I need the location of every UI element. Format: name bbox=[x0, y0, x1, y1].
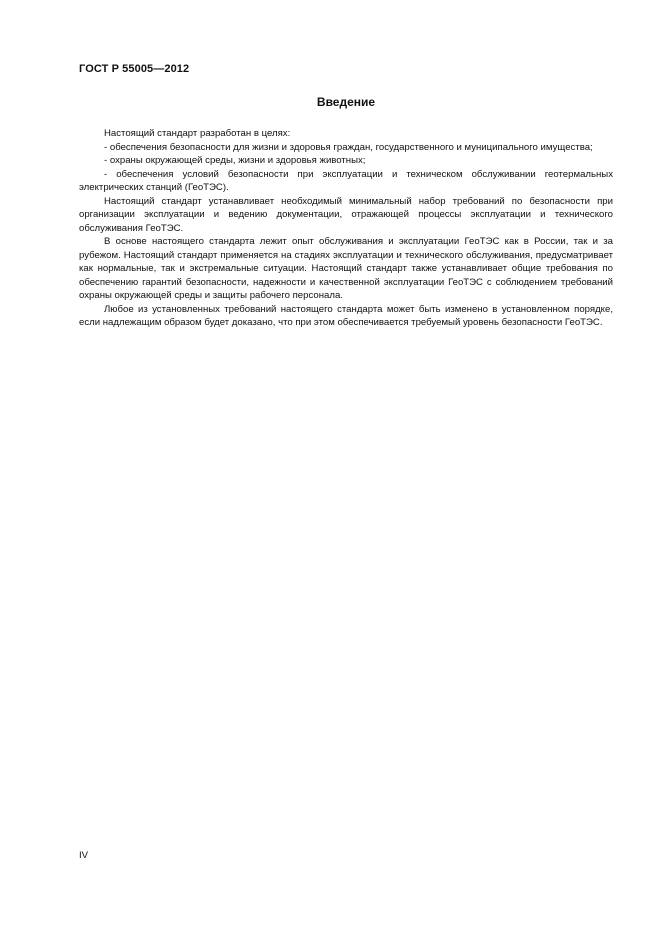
paragraph-list-item: - охраны окружающей среды, жизни и здоровья животных; bbox=[104, 155, 366, 166]
page-number: IV bbox=[79, 850, 89, 861]
paragraph: Настоящий стандарт устанавливает необходимый минимальный набор требований по безопасности при организации эксплуатации и ведению документации, отражающей процессы эксплуатации и технического обслуживания ГеоТЭС. bbox=[79, 195, 613, 234]
section-title: Введение bbox=[316, 95, 376, 109]
body-text bbox=[79, 127, 613, 330]
paragraph-list-item: - обеспечения безопасности для жизни и здоровья граждан, государственного и муниципального имущества; bbox=[104, 141, 593, 153]
paragraph: Любое из установленных требований настоящего стандарта может быть изменено в установленном порядке, если надлежащим образом будет доказано, что при этом обеспечивается требуемый уровень безопасности ГеоТЭС. bbox=[79, 303, 613, 328]
paragraph: В основе настоящего стандарта лежит опыт обслуживания и эксплуатации ГеоТЭС как в России, так и за рубежом. Настоящий стандарт применяется на стадиях эксплуатации и технического обслуживания, предусматривает как нормальные, так и экстремальные ситуации. Настоящий стандарт также устанавливает общие требования по обеспечению гарантий безопасности, надежности и качественной эксплуатации ГеоТЭС с соблюдением требований охраны окружающей среды и защиты рабочего персонала. bbox=[79, 236, 613, 301]
document-code: ГОСТ Р 55005—2012 bbox=[79, 63, 190, 75]
paragraph-intro: Настоящий стандарт разработан в целях: bbox=[104, 128, 291, 139]
paragraph-list-item: - обеспечения условий безопасности при эксплуатации и техническом обслуживании геотермальных электрических станций (ГеоТЭС). bbox=[79, 168, 613, 193]
